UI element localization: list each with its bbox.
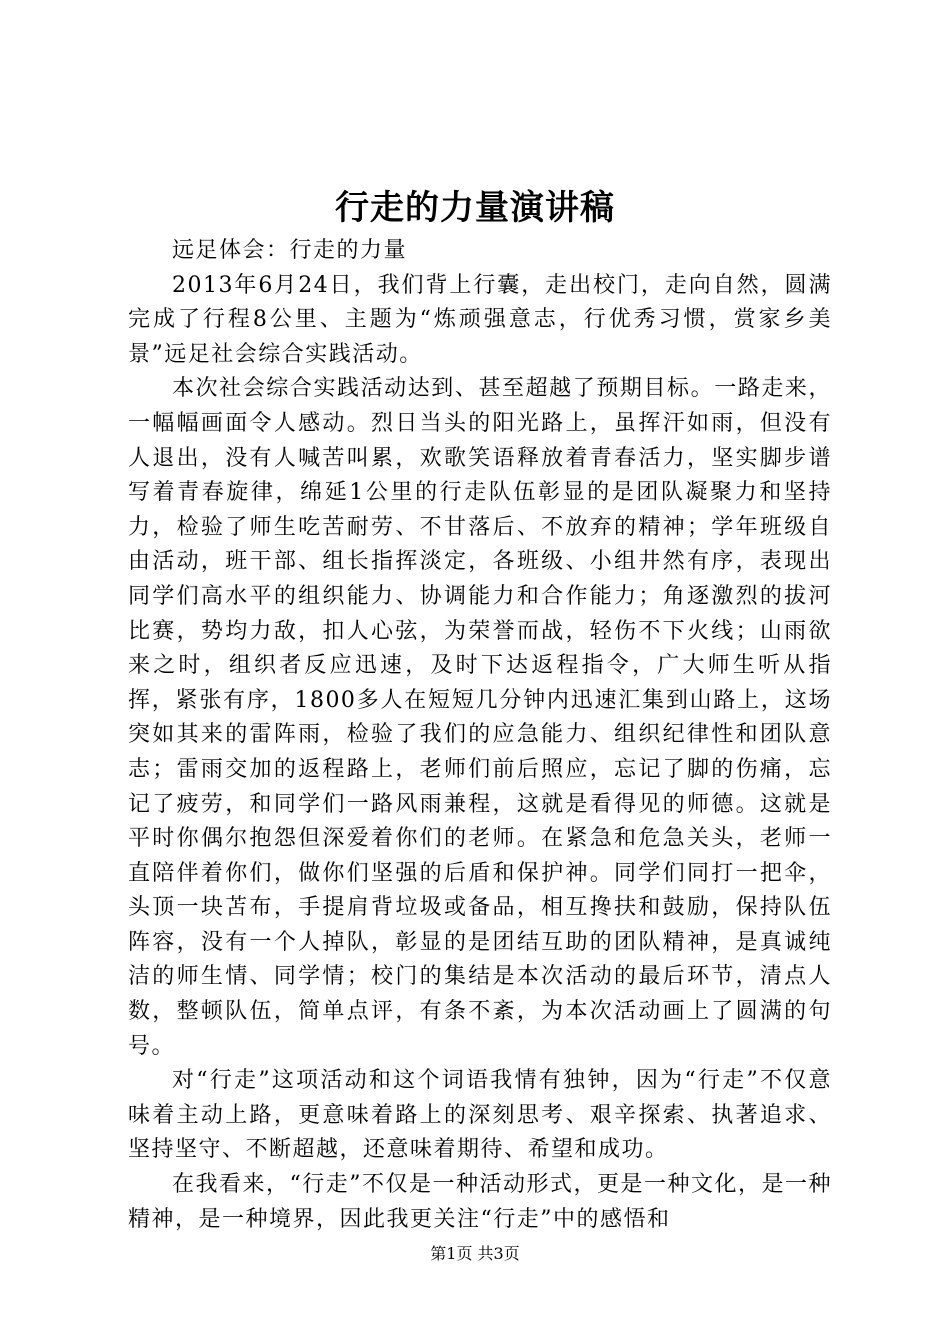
- page-footer: 第1页 共3页: [430, 1244, 520, 1263]
- paragraph: 本次社会综合实践活动达到、甚至超越了预期目标。一路走来，一幅幅画面令人感动。烈日当头的阳光路上，虽挥汗如雨，但没有人退出，没有人喊苦叫累，欢歌笑语释放着青春活力，坚实脚步谱写着青春旋律，绵延1公里的行走队伍彰显的是团队凝聚力和坚持力，检验了师生吃苦耐劳、不甘落后、不放弃的精神；学年班级自由活动，班干部、组长指挥淡定，各班级、小组井然有序，表现出同学们高水平的组织能力、协调能力和合作能力；角逐激烈的拔河比赛，势均力敌，扣人心弦，为荣誉而战，轻伤不下火线；山雨欲来之时，组织者反应迅速，及时下达返程指令，广大师生听从指挥，紧张有序，1800多人在短短几分钟内迅速汇集到山路上，这场突如其来的雷阵雨，检验了我们的应急能力、组织纪律性和团队意志；雷雨交加的返程路上，老师们前后照应，忘记了脚的伤痛，忘记了疲劳，和同学们一路风雨兼程，这就是看得见的师德。这就是平时你偶尔抱怨但深爱着你们的老师。在紧急和危急关头，老师一直陪伴着你们，做你们坚强的后盾和保护神。同学们同打一把伞，头顶一块苫布，手提肩背垃圾或备品，相互搀扶和鼓励，保持队伍阵容，没有一个人掉队，彰显的是团结互助的团队精神，是真诚纯洁的师生情、同学情；校门的集结是本次活动的最后环节，清点人数，整顿队伍，简单点评，有条不紊，为本次活动画上了圆满的句号。: [128, 376, 832, 1059]
- paragraph-subtitle: 远足体会：行走的力量: [172, 238, 408, 263]
- document-body: [128, 234, 832, 1237]
- paragraph: 对“行走”这项活动和这个词语我情有独钟，因为“行走”不仅意味着主动上路，更意味着路上的深刻思考、艰辛探索、执著追求、坚持坚守、不断超越，还意味着期待、希望和成功。: [128, 1068, 832, 1163]
- document-title: 行走的力量演讲稿: [335, 188, 615, 228]
- paragraph: 在我看来，“行走”不仅是一种活动形式，更是一种文化，是一种精神，是一种境界，因此我更关注“行走”中的感悟和: [128, 1172, 832, 1232]
- paragraph: 2013年6月24日，我们背上行囊，走出校门，走向自然，圆满完成了行程8公里、主题为“炼顽强意志，行优秀习惯，赏家乡美景”远足社会综合实践活动。: [128, 272, 832, 367]
